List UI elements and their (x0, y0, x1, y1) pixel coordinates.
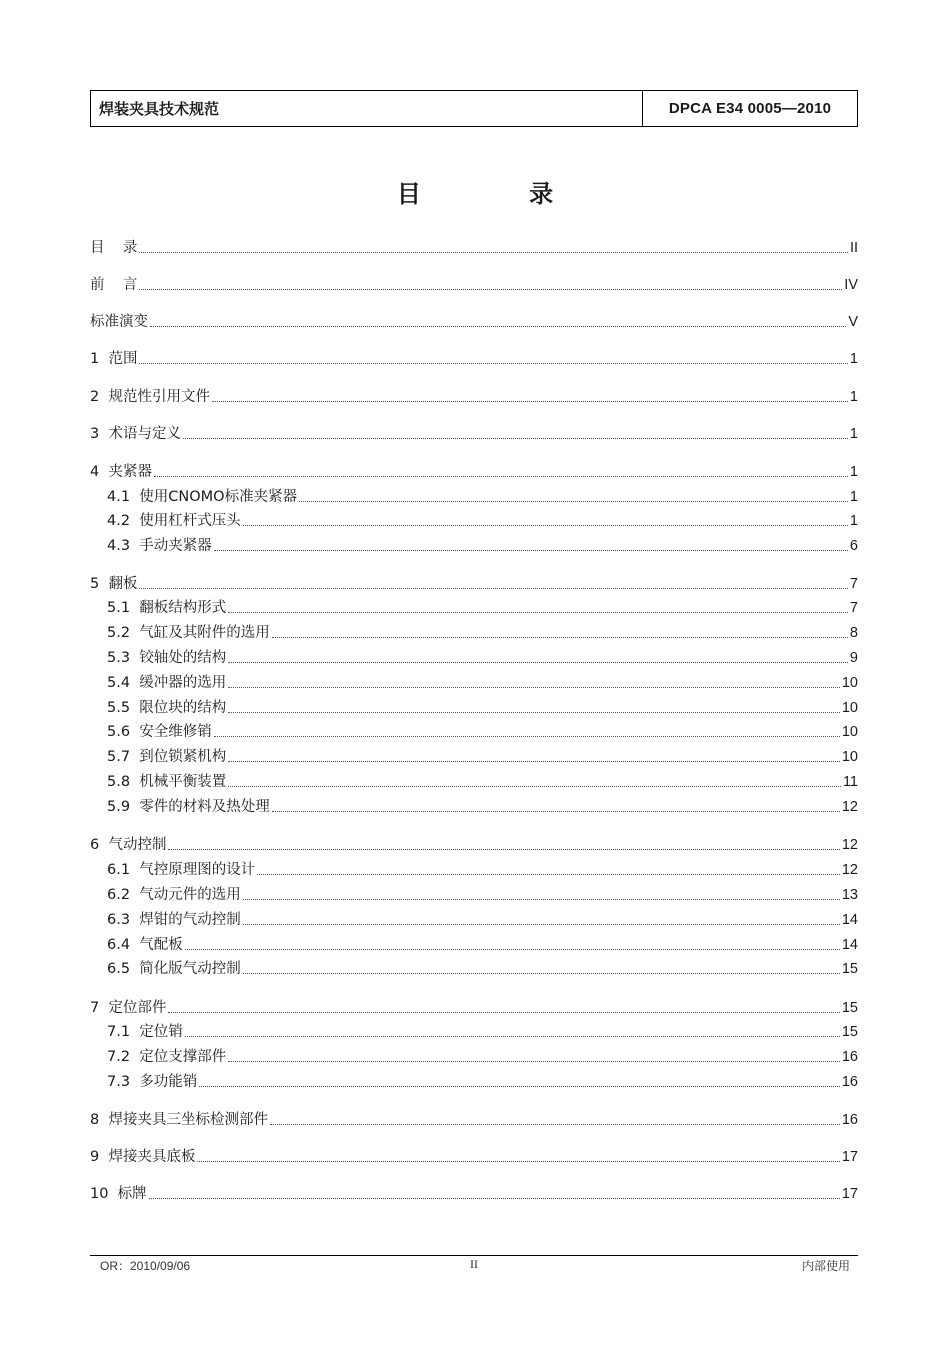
toc-entry-page: 16 (841, 1074, 858, 1090)
toc-entry-label: 5.1 翻板结构形式 (107, 600, 227, 616)
toc-entry-label: 6.4 气配板 (107, 937, 183, 953)
toc-entry-page: 1 (849, 464, 858, 480)
toc-entry-page: 14 (841, 937, 858, 953)
toc-dot-leader (243, 973, 840, 974)
toc-entry[interactable] (107, 1045, 858, 1067)
toc-dot-leader (214, 736, 840, 737)
toc-dot-leader (183, 438, 848, 439)
toc-entry-page: 14 (841, 912, 858, 928)
toc-dot-leader (257, 874, 840, 875)
document-title: 焊装夹具技术规范 (91, 91, 643, 126)
toc-entry-page: 10 (841, 749, 858, 765)
document-header (90, 90, 858, 127)
toc-entry[interactable] (90, 273, 858, 295)
toc-entry-label: 5.8 机械平衡装置 (107, 774, 227, 790)
toc-entry-label: 4.2 使用杠杆式压头 (107, 513, 241, 529)
toc-entry[interactable] (90, 236, 858, 258)
toc-dot-leader (228, 662, 848, 663)
toc-entry[interactable] (90, 347, 858, 369)
toc-entry[interactable] (107, 795, 858, 817)
toc-dot-leader (272, 811, 840, 812)
toc-entry-label: 2 规范性引用文件 (90, 389, 210, 405)
toc-dot-leader (168, 849, 839, 850)
toc-entry[interactable] (107, 509, 858, 531)
toc-entry[interactable] (90, 385, 858, 407)
toc-dot-leader (168, 1012, 839, 1013)
toc-entry-page: IV (844, 277, 858, 293)
toc-entry-label: 5.6 安全维修销 (107, 724, 212, 740)
toc-dot-leader (149, 1198, 840, 1199)
toc-entry-label: 目 录 (90, 240, 138, 256)
toc-entry-page: 12 (841, 862, 858, 878)
toc-entry-page: 15 (841, 961, 858, 977)
toc-entry-page: V (848, 314, 858, 330)
toc-entry-label: 7.3 多功能销 (107, 1074, 198, 1090)
toc-dot-leader (243, 899, 840, 900)
toc-entry[interactable] (107, 933, 858, 955)
toc-entry[interactable] (90, 1145, 858, 1167)
footer-date: OR：2010/09/06 (100, 1259, 191, 1273)
toc-dot-leader (197, 1161, 839, 1162)
toc-entry[interactable] (107, 534, 858, 556)
toc-entry-label: 4.1 使用CNOMO标准夹紧器 (107, 489, 298, 505)
toc-entry-page: 8 (849, 625, 858, 641)
toc-entry[interactable] (107, 858, 858, 880)
toc-entry-label: 4.3 手动夹紧器 (107, 538, 212, 554)
toc-entry-page: 12 (841, 837, 858, 853)
toc-entry-page: 9 (849, 650, 858, 666)
toc-entry[interactable] (90, 572, 858, 594)
toc-entry-label: 9 焊接夹具底板 (90, 1149, 196, 1165)
toc-dot-leader (199, 1086, 840, 1087)
toc-dot-leader (243, 525, 848, 526)
toc-dot-leader (185, 1036, 840, 1037)
toc-entry-page: 16 (841, 1112, 858, 1128)
toc-entry[interactable] (107, 745, 858, 767)
toc-entry-label: 10 标牌 (90, 1186, 147, 1202)
toc-entry-page: 10 (841, 675, 858, 691)
toc-entry-label: 4 夹紧器 (90, 464, 152, 480)
toc-entry-page: 6 (849, 538, 858, 554)
toc-entry[interactable] (90, 833, 858, 855)
toc-entry[interactable] (90, 996, 858, 1018)
toc-entry-label: 5.7 到位锁紧机构 (107, 749, 227, 765)
toc-entry-label: 6.5 简化版气动控制 (107, 961, 241, 977)
toc-dot-leader (212, 401, 848, 402)
toc-entry-page: 10 (841, 700, 858, 716)
toc-entry[interactable] (107, 485, 858, 507)
toc-entry-label: 5.3 铰轴处的结构 (107, 650, 227, 666)
toc-entry-label: 6.3 焊钳的气动控制 (107, 912, 241, 928)
footer-page-number: II (470, 1257, 478, 1271)
toc-entry-page: 7 (849, 576, 858, 592)
toc-entry-label: 5 翻板 (90, 576, 138, 592)
toc-entry[interactable] (107, 883, 858, 905)
toc-entry-label: 5.9 零件的材料及热处理 (107, 799, 270, 815)
toc-entry-page: 13 (841, 887, 858, 903)
toc-entry-label: 6.2 气动元件的选用 (107, 887, 241, 903)
toc-entry-label: 前 言 (90, 277, 138, 293)
toc-entry-label: 7.2 定位支撑部件 (107, 1049, 227, 1065)
toc-entry-label: 6.1 气控原理图的设计 (107, 862, 256, 878)
toc-entry-page: 10 (841, 724, 858, 740)
toc-entry-page: 1 (849, 389, 858, 405)
toc-entry[interactable] (107, 596, 858, 618)
toc-entry-page: II (849, 240, 858, 256)
toc-entry-label: 3 术语与定义 (90, 426, 181, 442)
toc-entry-label: 8 焊接夹具三坐标检测部件 (90, 1112, 268, 1128)
toc-dot-leader (154, 476, 848, 477)
toc-entry[interactable] (107, 770, 858, 792)
toc-dot-leader (228, 761, 840, 762)
toc-entry-page: 1 (849, 513, 858, 529)
toc-entry[interactable] (90, 1182, 858, 1204)
toc-entry-page: 7 (849, 600, 858, 616)
toc-entry[interactable] (107, 720, 858, 742)
toc-dot-leader (139, 588, 847, 589)
toc-entry-page: 17 (841, 1149, 858, 1165)
toc-dot-leader (228, 1061, 840, 1062)
toc-dot-leader (272, 637, 848, 638)
toc-entry[interactable] (107, 957, 858, 979)
toc-entry-label: 7 定位部件 (90, 1000, 167, 1016)
toc-dot-leader (139, 289, 842, 290)
toc-entry[interactable] (107, 908, 858, 930)
toc-entry-page: 12 (841, 799, 858, 815)
toc-entry-page: 1 (849, 351, 858, 367)
toc-dot-leader (299, 501, 848, 502)
toc-entry[interactable] (107, 1070, 858, 1092)
toc-entry-label: 5.4 缓冲器的选用 (107, 675, 227, 691)
toc-entry-page: 11 (842, 774, 858, 790)
toc-entry-label: 5.5 限位块的结构 (107, 700, 227, 716)
toc-dot-leader (243, 924, 840, 925)
toc-dot-leader (228, 687, 840, 688)
toc-entry-page: 15 (841, 1024, 858, 1040)
toc-entry-label: 1 范围 (90, 351, 138, 367)
footer-classification: 内部使用 (801, 1259, 850, 1273)
toc-entry[interactable] (107, 621, 858, 643)
toc-entry-label: 7.1 定位销 (107, 1024, 183, 1040)
toc-entry[interactable] (107, 1020, 858, 1042)
page-footer (90, 1257, 858, 1275)
toc-dot-leader (139, 252, 848, 253)
toc-entry-page: 1 (849, 426, 858, 442)
toc-entry-page: 17 (841, 1186, 858, 1202)
toc-dot-leader (228, 786, 841, 787)
toc-entry-label: 5.2 气缸及其附件的选用 (107, 625, 270, 641)
toc-dot-leader (228, 612, 848, 613)
toc-entry[interactable] (90, 310, 858, 332)
toc-heading: 目 录 (396, 180, 604, 208)
document-code: DPCA E34 0005—2010 (668, 100, 832, 117)
toc-entry-page: 15 (841, 1000, 858, 1016)
toc-dot-leader (214, 550, 848, 551)
toc-dot-leader (139, 363, 847, 364)
toc-entry[interactable] (90, 460, 858, 482)
toc-dot-leader (185, 949, 840, 950)
toc-entry[interactable] (90, 422, 858, 444)
toc-dot-leader (270, 1124, 840, 1125)
toc-dot-leader (228, 712, 840, 713)
toc-entry[interactable] (107, 671, 858, 693)
toc-entry[interactable] (107, 646, 858, 668)
toc-entry-label: 标准演变 (90, 314, 148, 330)
toc-entry-page: 16 (841, 1049, 858, 1065)
toc-entry[interactable] (90, 1108, 858, 1130)
footer-divider (90, 1255, 858, 1256)
toc-entry-label: 6 气动控制 (90, 837, 167, 853)
toc-dot-leader (150, 326, 846, 327)
toc-entry-page: 1 (849, 489, 858, 505)
toc-entry[interactable] (107, 696, 858, 718)
